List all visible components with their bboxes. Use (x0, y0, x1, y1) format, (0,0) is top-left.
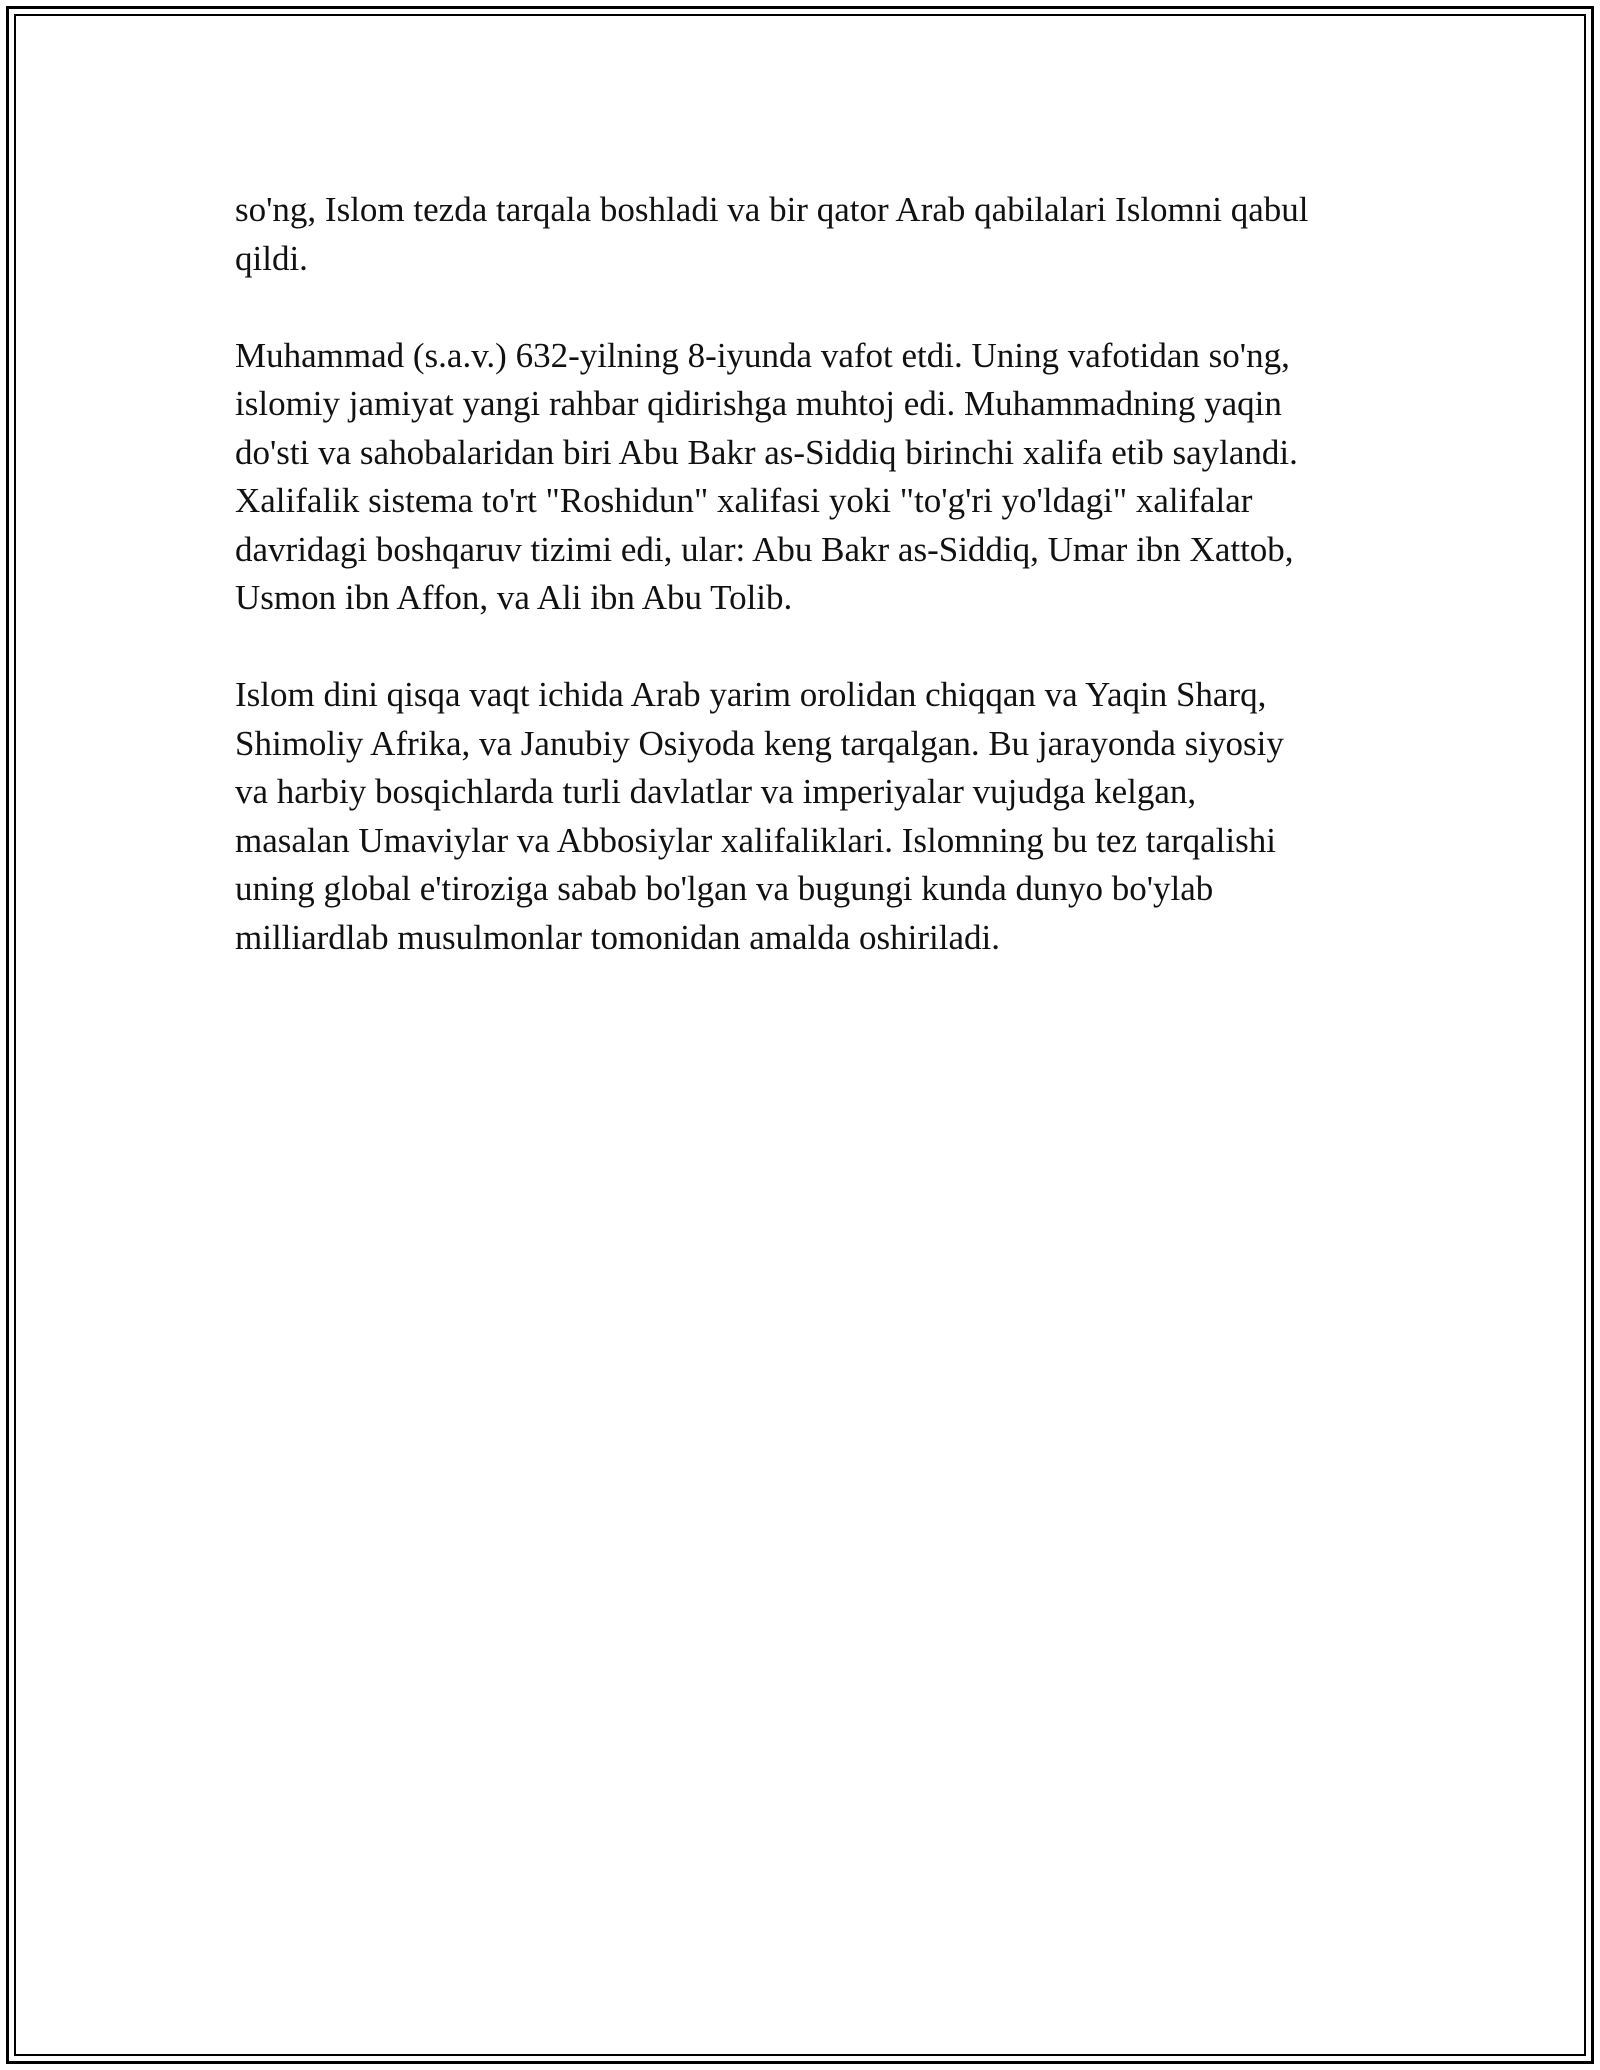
paragraph-line: masalan Umaviylar va Abbosiylar xalifaliklari. Islomning bu tez tarqalishi (235, 820, 1276, 860)
paragraph-3 (235, 671, 1375, 962)
paragraph-line: so'ng, Islom tezda tarqala boshladi va bir qator Arab qabilalari Islomni qabul (235, 190, 1309, 229)
paragraph-line: qildi. (235, 238, 308, 278)
paragraph-1 (235, 186, 1375, 283)
paragraph-line: islomiy jamiyat yangi rahbar qidirishga muhtoj edi. Muhammadning yaqin (235, 384, 1282, 423)
paragraph-line: uning global e'tiroziga sabab bo'lgan va bugungi kunda dunyo bo'ylab (235, 869, 1214, 908)
paragraph-line: Xalifalik sistema to'rt "Roshidun" xalifasi yoki "to'g'ri yo'ldagi" xalifalar (235, 481, 1253, 520)
paragraph-line: Usmon ibn Affon, va Ali ibn Abu Tolib. (235, 578, 793, 617)
paragraph-line: va harbiy bosqichlarda turli davlatlar va imperiyalar vujudga kelgan, (235, 772, 1197, 811)
paragraph-line: do'sti va sahobalaridan biri Abu Bakr as-Siddiq birinchi xalifa etib saylandi. (235, 432, 1298, 472)
paragraph-line: milliardlab musulmonlar tomonidan amalda oshiriladi. (235, 917, 1000, 957)
paragraph-line: Muhammad (s.a.v.) 632-yilning 8-iyunda vafot etdi. Uning vafotidan so'ng, (235, 335, 1290, 375)
paragraph-line: davridagi boshqaruv tizimi edi, ular: Abu Bakr as-Siddiq, Umar ibn Xattob, (235, 529, 1294, 569)
paragraph-line: Islom dini qisqa vaqt ichida Arab yarim orolidan chiqqan va Yaqin Sharq, (235, 675, 1267, 714)
paragraph-line: Shimoliy Afrika, va Janubiy Osiyoda keng tarqalgan. Bu jarayonda siyosiy (235, 723, 1284, 763)
paragraph-2 (235, 332, 1375, 623)
document-body (235, 186, 1375, 1011)
